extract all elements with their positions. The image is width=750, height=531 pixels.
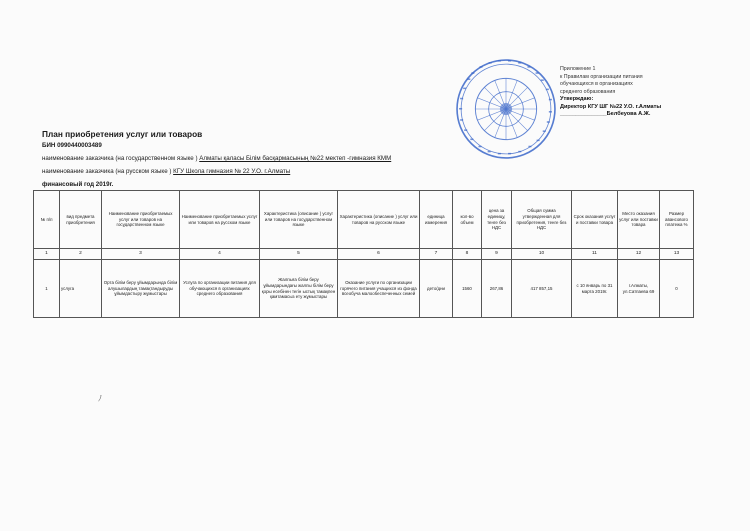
table-cell: Оказание услуги по организации горячего питания учащихся из фонда всеобуча малообеспеченных семей bbox=[338, 260, 420, 318]
fiscal-year: финансовый год 2019г. bbox=[42, 181, 114, 188]
table-cell: г.Алматы, ул.Сатпаева 69 bbox=[618, 260, 660, 318]
table-cell: 267,86 bbox=[482, 260, 512, 318]
column-number: 10 bbox=[512, 249, 572, 260]
column-number: 12 bbox=[618, 249, 660, 260]
margin-mark: ﾉ bbox=[98, 394, 102, 403]
table-cell: 1560 bbox=[453, 260, 482, 318]
column-number: 11 bbox=[572, 249, 618, 260]
header-cell: Место оказания услуг или поставки товара bbox=[618, 191, 660, 249]
column-number: 7 bbox=[420, 249, 453, 260]
column-number-row bbox=[34, 249, 694, 260]
header-cell: № п/п bbox=[34, 191, 60, 249]
customer-name-ru bbox=[42, 168, 290, 175]
header-cell: Характеристика (описание ) услуг или товаров на государственном языке bbox=[260, 191, 338, 249]
header-cell: Характеристика (описание ) услуг или товаров на русском языке bbox=[338, 191, 420, 249]
table-cell: Жалпыға білім беру ұйымдарындағы жалпы білім беру қоры есебінен тегін ыстық тамақпен қамтамасыз ету жұмыстары bbox=[260, 260, 338, 318]
header-cell: кол-во объем bbox=[453, 191, 482, 249]
header-cell: цена за единицу, тенге без НДС bbox=[482, 191, 512, 249]
table-cell: с 10 январь по 31 марта 2019г. bbox=[572, 260, 618, 318]
column-number: 9 bbox=[482, 249, 512, 260]
column-number: 6 bbox=[338, 249, 420, 260]
table-cell: Орта білім беру ұйымдарында білім алушылардың тамақтандыруды ұйымдастыру жұмыстары bbox=[102, 260, 180, 318]
procurement-table bbox=[33, 190, 694, 318]
header-cell: единица измерения bbox=[420, 191, 453, 249]
table-cell: 417 857,15 bbox=[512, 260, 572, 318]
approved-label: Утверждаю: bbox=[560, 96, 594, 102]
table-cell: Услуга по организации питания для обучающихся в организациях среднего образования bbox=[180, 260, 260, 318]
column-number: 8 bbox=[453, 249, 482, 260]
header-cell: Общая сумма утвержденная для приобретения, тенге без НДС bbox=[512, 191, 572, 249]
customer-name-kz bbox=[42, 155, 391, 162]
column-number: 5 bbox=[260, 249, 338, 260]
approval-line: к Правилам организации питания bbox=[560, 73, 643, 80]
column-number: 3 bbox=[102, 249, 180, 260]
approval-line: обучающихся в организациях bbox=[560, 81, 633, 87]
column-number: 4 bbox=[180, 249, 260, 260]
customer-kz-label: наименование заказчика (на государственном языке ) bbox=[42, 155, 200, 162]
approval-line: Приложение 1 bbox=[560, 66, 596, 72]
approval-block bbox=[560, 66, 730, 119]
bin-number: БИН 0990440003489 bbox=[42, 142, 102, 149]
director-line: Директор КГУ ШГ №22 У.О. г.Алматы bbox=[560, 103, 662, 110]
table-header-row bbox=[34, 191, 694, 249]
header-cell: Срок оказания услуг и поставки товара bbox=[572, 191, 618, 249]
table-cell: дето/дни bbox=[420, 260, 453, 318]
signature-line: _______________Белбеуова А.Ж. bbox=[560, 111, 651, 117]
official-seal bbox=[455, 58, 557, 160]
approval-line: среднего образования bbox=[560, 88, 616, 95]
column-number: 13 bbox=[660, 249, 694, 260]
customer-kz-value: Алматы қаласы Білім басқармасының №22 мектеп -гимназия КММ bbox=[199, 155, 392, 162]
customer-ru-label: наименование заказчика (на русском языке ) bbox=[42, 168, 174, 175]
table-row bbox=[34, 260, 694, 318]
table-cell: услуга bbox=[60, 260, 102, 318]
column-number: 2 bbox=[60, 249, 102, 260]
table-cell: 0 bbox=[660, 260, 694, 318]
header-cell: Наименование приобретаемых услуг или товаров на государственном языке bbox=[102, 191, 180, 249]
column-number: 1 bbox=[34, 249, 60, 260]
header-cell: Наименование приобретаемых услуг или товаров на русском языке bbox=[180, 191, 260, 249]
customer-ru-value: КГУ Школа гимназия № 22 У.О. г.Алматы bbox=[173, 168, 291, 175]
table-cell: 1 bbox=[34, 260, 60, 318]
header-cell: Размер авансового платежа % bbox=[660, 191, 694, 249]
page-title: План приобретения услуг или товаров bbox=[42, 129, 203, 139]
header-cell: вид предмета приобретения bbox=[60, 191, 102, 249]
